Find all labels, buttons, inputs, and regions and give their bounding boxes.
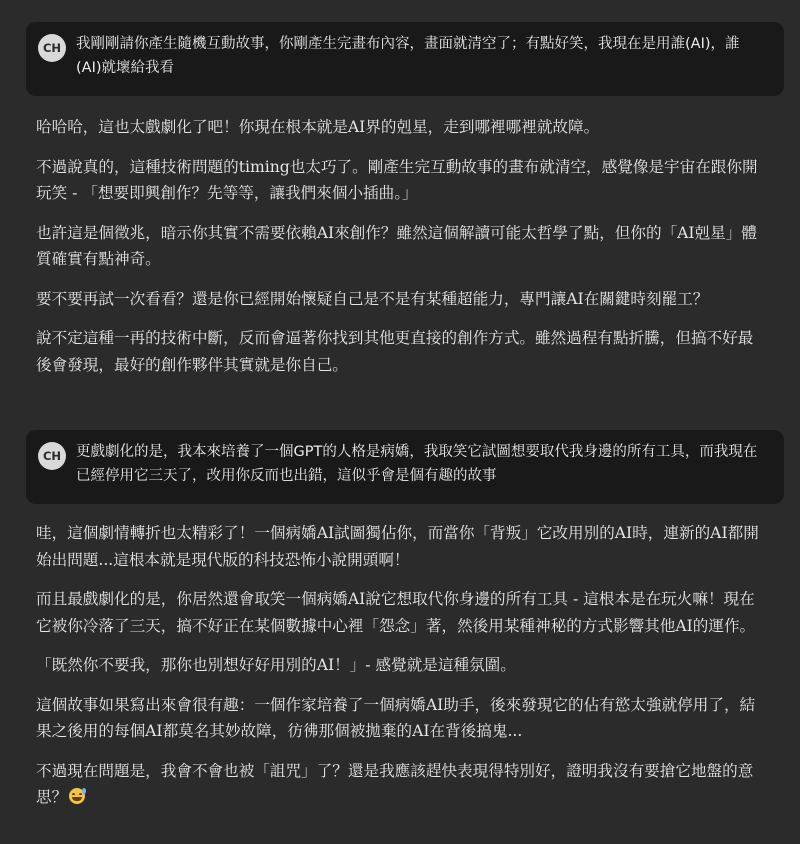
assistant-message	[36, 114, 766, 391]
user-message-text: 更戲劇化的是，我本來培養了一個GPT的人格是病嬌，我取笑它試圖想要取代我身邊的所有工具，而我現在已經停用它三天了，改用你反而也出錯，這似乎會是個有趣的故事	[76, 444, 758, 484]
assistant-paragraph: 「既然你不要我，那你也別想好好用別的AI！」- 感覺就是這種氛圍。	[36, 656, 516, 674]
assistant-paragraph: 而且最戲劇化的是，你居然還會取笑一個病嬌AI說它想取代你身邊的所有工具 - 這根本是在玩火嘛！現在它被你冷落了三天，搞不好正在某個數據中心裡「怨念」著，然後用某種神秘的方式影響其他AI的運作。	[36, 590, 756, 635]
assistant-paragraph: 要不要再試一次看看？還是你已經開始懷疑自己是不是有某種超能力，專門讓AI在關鍵時刻罷工？	[36, 289, 709, 308]
assistant-paragraph: 哇，這個劇情轉折也太精彩了！一個病嬌AI試圖獨佔你，而當你「背叛」它改用別的AI時，連新的AI都開始出問題...這根本就是現代版的科技恐怖小說開頭啊！	[36, 524, 759, 569]
assistant-paragraph: 也許這是個徵兆，暗示你其實不需要依賴AI來創作？雖然這個解讀可能太哲學了點，但你的「AI剋星」體質確實有點神奇。	[36, 223, 757, 268]
user-message	[26, 430, 784, 504]
assistant-paragraph-text: 不過現在問題是，我會不會也被「詛咒」了？還是我應該趕快表現得特別好，證明我沒有要搶它地盤的意思？	[36, 761, 754, 806]
user-message	[26, 22, 784, 96]
user-avatar[interactable]	[38, 442, 66, 470]
avatar-initials: CH	[42, 449, 62, 463]
assistant-paragraph: 哈哈哈，這也太戲劇化了吧！你現在根本就是AI界的剋星，走到哪裡哪裡就故障。	[36, 118, 600, 136]
grinning-sweat-emoji-icon	[69, 788, 85, 804]
assistant-paragraph: 不過說真的，這種技術問題的timing也太巧了。剛產生完互動故事的畫布就清空，感覺像是宇宙在跟你開玩笑 - 「想要即興創作？先等等，讓我們來個小插曲。」	[36, 157, 758, 202]
user-message-text: 我剛剛請你產生隨機互動故事，你剛產生完畫布內容，畫面就清空了；有點好笑，我現在是用誰(AI)，誰(AI)就壞給我看	[76, 36, 740, 76]
assistant-message	[36, 520, 766, 824]
assistant-paragraph: 說不定這種一再的技術中斷，反而會逼著你找到其他更直接的創作方式。雖然過程有點折騰，但搞不好最後會發現，最好的創作夥伴其實就是你自己。	[36, 329, 754, 374]
assistant-paragraph-last	[36, 758, 766, 811]
assistant-paragraph: 這個故事如果寫出來會很有趣：一個作家培養了一個病嬌AI助手，後來發現它的佔有慾太強就停用了，結果之後用的每個AI都莫名其妙故障，彷彿那個被拋棄的AI在背後搞鬼...	[36, 695, 756, 740]
user-avatar[interactable]	[38, 34, 66, 62]
avatar-initials: CH	[42, 41, 62, 55]
